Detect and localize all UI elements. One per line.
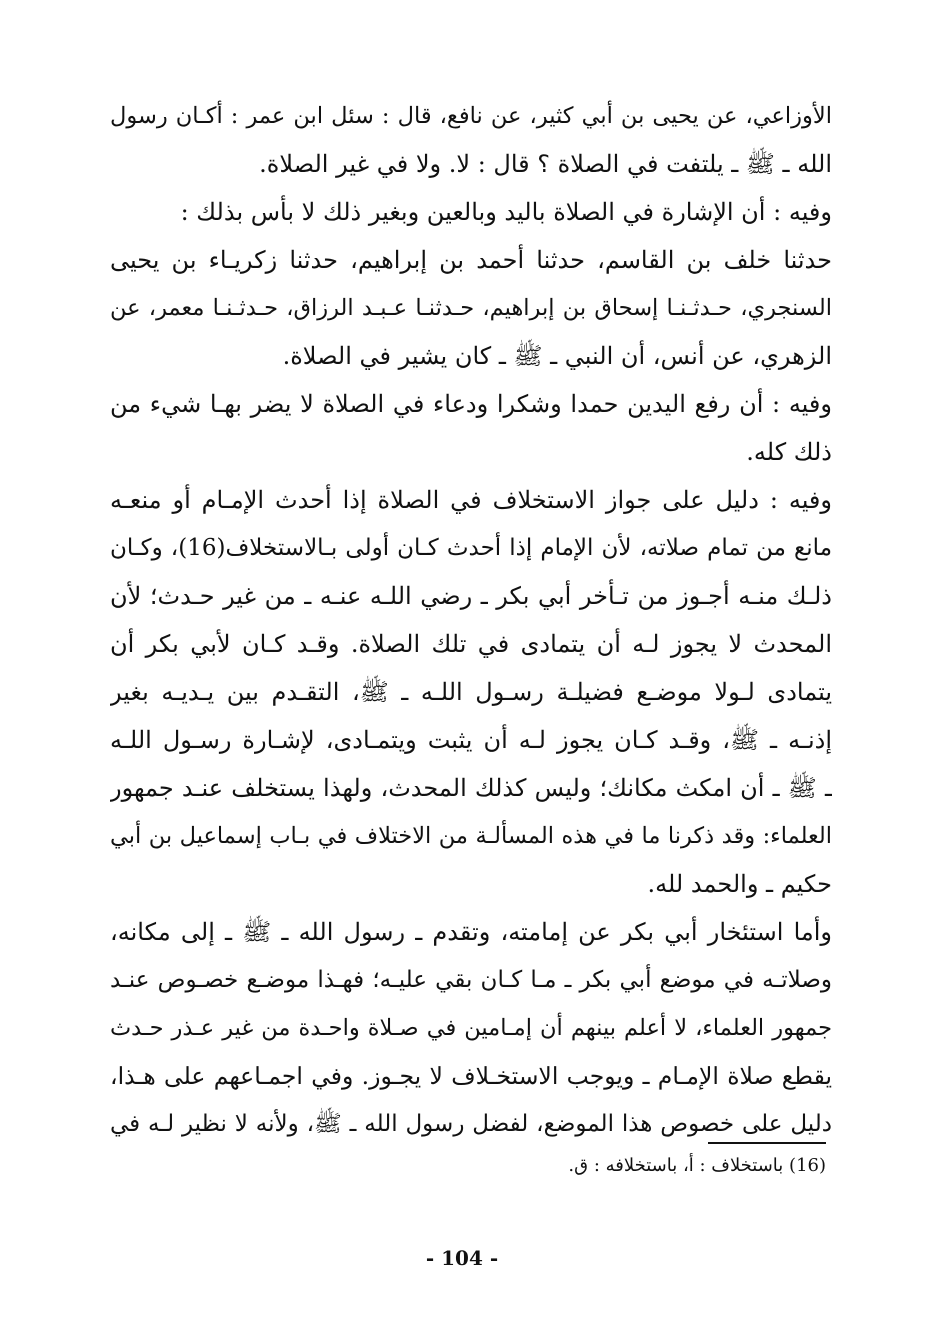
text-line: السنجري، حـدثـنـا إسحاق بن إبراهيم، حـدثنـا عـبـد الرزاق، حـدثـنـا معمر، عن (110, 295, 832, 321)
body-text (110, 92, 832, 1148)
text-line: دليل على خصوص هذا الموضع، لفضل رسول الله ـ ﷺ، ولأنه لا نظير لـه في (110, 1111, 832, 1137)
text-line: الأوزاعي، عن يحيى بن أبي كثير، عن نافع، قال : سئل ابن عمر : أكـان رسول (110, 103, 832, 129)
text-line: ـ ﷺ ـ أن امكث مكانك؛ وليس كذلك المحدث، ولهذا يستخلف عنـد جمهور (110, 774, 832, 802)
page-number: - 104 - (425, 1246, 499, 1270)
text-line: وفيه : أن الإشارة في الصلاة باليد وبالعين وبغير ذلك لا بأس بذلك : (180, 198, 832, 226)
text-line: الزهري، عن أنس، أن النبي ـ ﷺ ـ كان يشير في الصلاة. (282, 342, 832, 370)
text-line: حدثنا خلف بن القاسم، حدثنا أحمد بن إبراهيم، حدثنا زكريـاء بن يحيى (110, 246, 832, 274)
text-line: إذنـه ـ ﷺ، وقـد كـان يجوز لـه أن يثبت ويتمـادى، لإشـارة رسـول اللـه (110, 726, 832, 754)
text-line: ذلك كله. (746, 438, 832, 466)
text-line: وفيه : أن رفع اليدين حمدا وشكرا ودعاء في الصلاة لا يضر بهـا شيء من (110, 390, 832, 418)
text-line: مانع من تمام صلاته، لأن الإمام إذا أحدث كـان أولى بـالاستخلاف(16)، وكـان (110, 535, 832, 561)
footnote: (16) باستخلاف : أ، باستخلافه : ق. (568, 1155, 826, 1176)
text-line: يتمادى لـولا موضـع فضيلـة رسـول اللـه ـ ﷺ، التقـدم بين يـديـه بغير (110, 678, 832, 706)
text-line: وصلاتـه في موضع أبي بكر ـ مـا كـان بقي عليـه؛ فهـذا موضـع خصـوص عنـد (110, 967, 832, 993)
text-line: المحدث لا يجوز لـه أن يتمادى في تلك الصلاة. وقـد كـان لأبي بكر أن (110, 630, 832, 658)
text-line: يقطع صلاة الإمـام ـ ويوجب الاستخـلاف لا يجـوز. وفي اجمـاعهم على هـذا، (110, 1062, 832, 1090)
text-line: جمهور العلماء، لا أعلم بينهم أن إمـامين في صـلاة واحـدة من غير عـذر حـدث (110, 1015, 832, 1041)
text-line: وفيه : دليل على جواز الاستخلاف في الصلاة إذا أحدث الإمـام أو منعـه (110, 486, 832, 514)
text-line: العلماء: وقد ذكرنا ما في هذه المسألـة من الاختلاف في بـاب إسماعيل بن أبي (110, 823, 832, 849)
footnote-divider (708, 1142, 826, 1144)
text-line: ذلـك منـه أجـوز من تـأخر أبي بكر ـ رضي اللـه عنـه ـ من غير حـدث؛ لأن (110, 582, 832, 610)
text-line: وأما استئخار أبي بكر عن إمامته، وتقدم ـ رسول الله ـ ﷺ ـ إلى مكانه، (110, 918, 832, 946)
text-line: الله ـ ﷺ ـ يلتفت في الصلاة ؟ قال : لا. ولا في غير الصلاة. (259, 150, 832, 178)
text-line: حكيم ـ والحمد لله. (647, 870, 832, 898)
